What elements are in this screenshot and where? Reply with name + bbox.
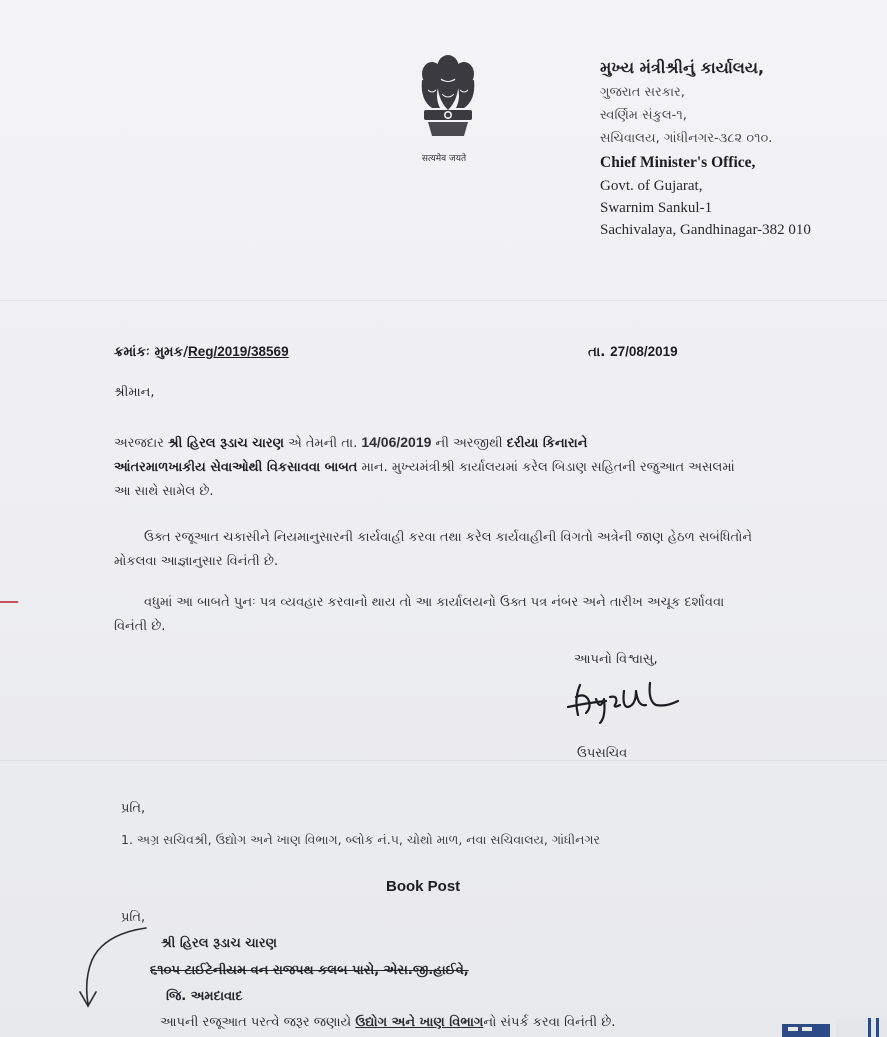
office-title-gujarati: મુખ્ય મંત્રીશ્રીનું કાર્યાલય, (600, 58, 765, 77)
letter-date (588, 344, 678, 360)
closing: આપનો વિશ્વાસુ, (574, 652, 658, 667)
body-paragraph-1 (114, 430, 754, 504)
text-run: ની અરજીથી (431, 436, 507, 451)
office-line-gujarati: સચિવાલય, ગાંધીનગર-૩૮૨ ૦૧૦. (600, 131, 773, 146)
addressee-name: શ્રી હિરલ રૂડાચ ચારણ (161, 936, 277, 951)
subject-text: આંતરમાળખાકીય સેવાઓથી વિકસાવવા બાબત (114, 460, 358, 475)
text-run: અરજદાર (114, 436, 169, 451)
salutation: શ્રીમાન, (114, 385, 155, 400)
body-paragraph-2: ઉક્ત રજૂઆત ચકાસીને નિયમાનુસારની કાર્યવાહી કરવા તથા કરેલ કાર્યવાહીની વિગતો અત્રેની જાણ હેઠળ સબંધિતોને મોકલવા આજ્ઞાનુસાર વિનંતી છે. (114, 530, 753, 569)
office-line-english: Govt. of Gujarat, (600, 178, 703, 194)
applicant-name: શ્રી હિરલ રૂડાચ ચારણ (168, 436, 284, 451)
application-date: 14/06/2019 (361, 434, 432, 450)
reference-code: Reg/2019/38569 (188, 344, 289, 359)
reference-prefix: ક્રમાંકઃ મુમક/ (114, 344, 188, 360)
text-run: નો સંપર્ક કરવા વિનંતી છે. (483, 1015, 616, 1030)
date-prefix: તા. (588, 344, 611, 360)
reference-number (114, 344, 289, 360)
addressee-address-struck: ૬૧૦૫ ટાઈટેનીયમ વન રાજપથ કલબ પાસે, એસ.જી.હાઈવે, (150, 963, 469, 978)
subject-text: દરીયા કિનારાને (506, 436, 588, 451)
signature-icon (566, 677, 686, 727)
book-post-label: Book Post (386, 878, 461, 895)
closing-note (160, 1015, 615, 1030)
emblem-motto: सत्यमेव जयते (421, 154, 467, 164)
text-run: માન. મુખ્યમંત્રીશ્રી કાર્યાલયમાં કરેલ બિડાણ સહિતની રજુઆત અસલમાં આ સાથે સામેલ છે. (114, 460, 735, 499)
hand-drawn-arrow-icon (64, 920, 164, 1015)
office-line-english: Sachivalaya, Gandhinagar-382 010 (600, 222, 811, 238)
text-run: એ તેમની તા. (283, 436, 362, 451)
date-value: 27/08/2019 (610, 344, 678, 359)
cc-recipient: 1. અગ્ર સચિવશ્રી, ઉદ્યોગ અને ખાણ વિભાગ, બ્લોક નં.૫, ચોથો માળ, નવા સચિવાલય, ગાંધીનગર (121, 832, 600, 847)
office-line-gujarati: ગુજરાત સરકાર, (600, 85, 685, 100)
paper-fold (0, 760, 887, 761)
office-address (600, 58, 880, 241)
addressee-city: જિ. અમદાવાદ (166, 989, 243, 1004)
recipients-label: પ્રતિ, (121, 801, 146, 816)
margin-mark (0, 601, 18, 603)
office-title-english: Chief Minister's Office, (600, 154, 756, 171)
paper-fold (0, 300, 887, 301)
body-paragraph-3: વધુમાં આ બાબતે પુનઃ પત્ર વ્યવહાર કરવાનો થાય તો આ કાર્યાલયનો ઉક્ત પત્ર નંબર અને તારીખ અચૂક દર્શાવવા વિનંતી છે. (114, 595, 725, 634)
department-name: ઉદ્યોગ અને ખાણ વિભાગ (355, 1015, 484, 1030)
text-run: આપની રજૂઆત પરત્વે જરૂર જણાયે (160, 1015, 356, 1030)
addressee-label: પ્રતિ, (121, 910, 146, 925)
office-line-gujarati: સ્વર્ણિમ સંકુલ-૧, (600, 108, 687, 123)
postal-stamp-icon (782, 1018, 887, 1037)
office-line-english: Swarnim Sankul-1 (600, 200, 713, 216)
designation: ઉપસચિવ (577, 746, 628, 761)
